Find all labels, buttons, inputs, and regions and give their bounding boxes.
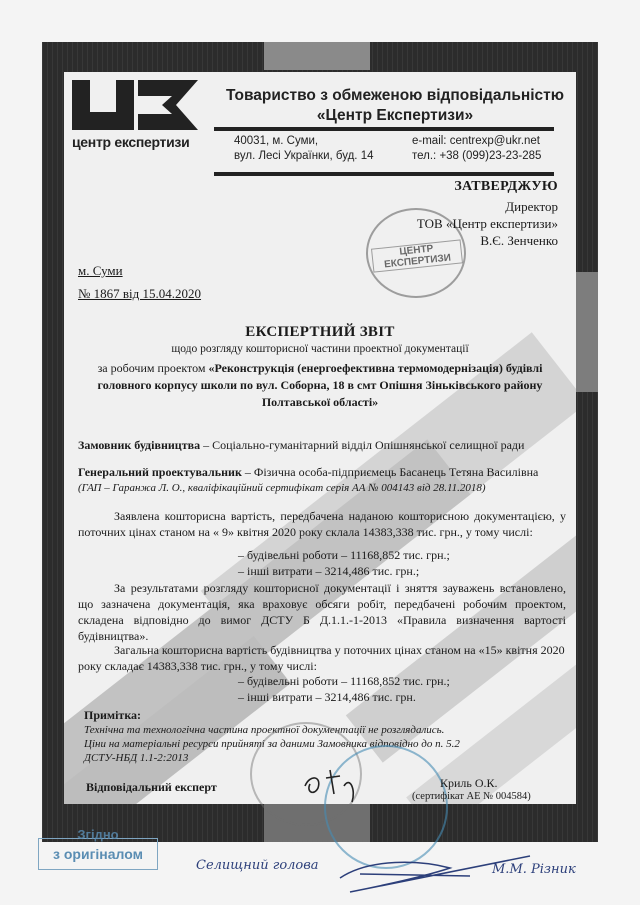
customer-label: Замовник будівництва <box>78 438 201 452</box>
designer-label: Генеральний проектувальник <box>78 465 242 479</box>
phone: тел.: +38 (099)23-23-285 <box>412 150 542 162</box>
note-line: Ціни на матеріальні ресурси прийняті за даними Замовника відповідно до п. 5.2 <box>84 738 460 750</box>
letterhead <box>64 72 576 162</box>
copy-stamp-top: Згідно <box>77 827 119 842</box>
total-item: – інші витрати – 3214,486 тис. грн. <box>238 690 416 704</box>
logo-caption: центр експертизи <box>72 134 190 150</box>
org-name-line2: «Центр Експертизи» <box>316 107 474 124</box>
handwritten-title: Селищний голова <box>196 858 319 873</box>
general-designer <box>78 464 566 496</box>
divider <box>214 172 554 176</box>
approver-name: В.Є. Зенченко <box>480 233 558 248</box>
declared-item: – інші витрати – 3214,486 тис. грн.; <box>238 564 420 578</box>
address <box>234 134 374 164</box>
note-line: Технічна та технологічна частина проектної документації не розглядались. <box>84 724 445 736</box>
designer-value: – Фізична особа-підприємець Басанець Тетяна Василівна <box>241 465 539 479</box>
approval-block <box>417 178 558 249</box>
frame-highlight-top <box>264 42 370 70</box>
customer-value: – Соціально-гуманітарний відділ Опішнянської селищної ради <box>200 438 525 452</box>
divider <box>214 127 554 131</box>
address-line1: 40031, м. Суми, <box>234 135 319 147</box>
email: e-mail: centrexp@ukr.net <box>412 135 541 147</box>
expert-certificate: (сертифікат АЕ № 004584) <box>412 791 531 802</box>
address-line2: вул. Лесі Українки, буд. 14 <box>234 150 374 162</box>
customer <box>78 437 566 453</box>
expert-signature-icon <box>300 756 380 806</box>
document-place: м. Суми <box>78 263 123 278</box>
declared-item: – будівельні роботи – 11168,852 тис. грн.; <box>238 548 450 562</box>
organization-name <box>214 86 576 126</box>
note-title: Примітка: <box>84 708 142 722</box>
document-number: № 1867 від 15.04.2020 <box>78 286 202 301</box>
certified-copy-stamp <box>38 827 158 870</box>
project-description <box>70 360 570 411</box>
expert-name: Криль О.К. <box>440 776 498 790</box>
seal-text: ЦЕНТР ЕКСПЕРТИЗИ <box>371 239 463 272</box>
note-line: ДСТУ-НБД 1.1-2:2013 <box>84 752 189 764</box>
total-cost: Загальна кошторисна вартість будівництва у поточних цінах станом на «15» квітня 2020 року складає 14383,338 тис. грн., у тому числі: <box>78 643 565 673</box>
project-prefix: за робочим проектом <box>97 361 209 375</box>
contacts <box>412 134 541 164</box>
approver-position: Директор <box>505 199 558 214</box>
org-name-line1: Товариство з обмеженою відповідальністю <box>225 87 564 104</box>
document-subtitle: щодо розгляду кошторисної частини проектної документації <box>171 343 469 355</box>
total-item: – будівельні роботи – 11168,852 тис. грн.; <box>238 674 450 688</box>
declared-cost: Заявлена кошторисна вартість, передбачена наданою кошторисною документацією, у поточних цінах станом на « 9» квітня 2020 року склала 14383,338 тис. грн., у тому числі: <box>78 509 566 539</box>
chief-architect-note: (ГАП – Гаранжа Л. О., кваліфікаційний сертифікат серія АА № 004143 від 28.11.2018) <box>78 482 486 494</box>
copy-stamp-main: з оригіналом <box>53 846 143 862</box>
company-logo <box>72 80 198 150</box>
handwritten-name: М.М. Різник <box>492 862 576 877</box>
document-title: ЕКСПЕРТНИЙ ЗВІТ <box>245 324 395 340</box>
approval-title: ЗАТВЕРДЖУЮ <box>454 179 558 194</box>
project-name: «Реконструкція (енергоефективна термомодернізація) будівлі головного корпусу школи по вул. Соборна, 18 в смт Опішня Зіньківського району Полтавської області» <box>97 361 543 409</box>
review-result: За результатами розгляду кошторисної документації і зняття зауважень встановлено, що зазначена документація, яка враховує обсяги робіт, передбачені робочим проектом, складена відповідно до вимог ДСТУ Б Д.1.1.-1-2013 «Правила визначення вартості будівництва». <box>78 581 566 643</box>
logo-mark-icon <box>72 80 198 130</box>
responsible-expert-label: Відповідальний експерт <box>86 780 217 794</box>
approver-company: ТОВ «Центр експертизи» <box>416 216 558 231</box>
